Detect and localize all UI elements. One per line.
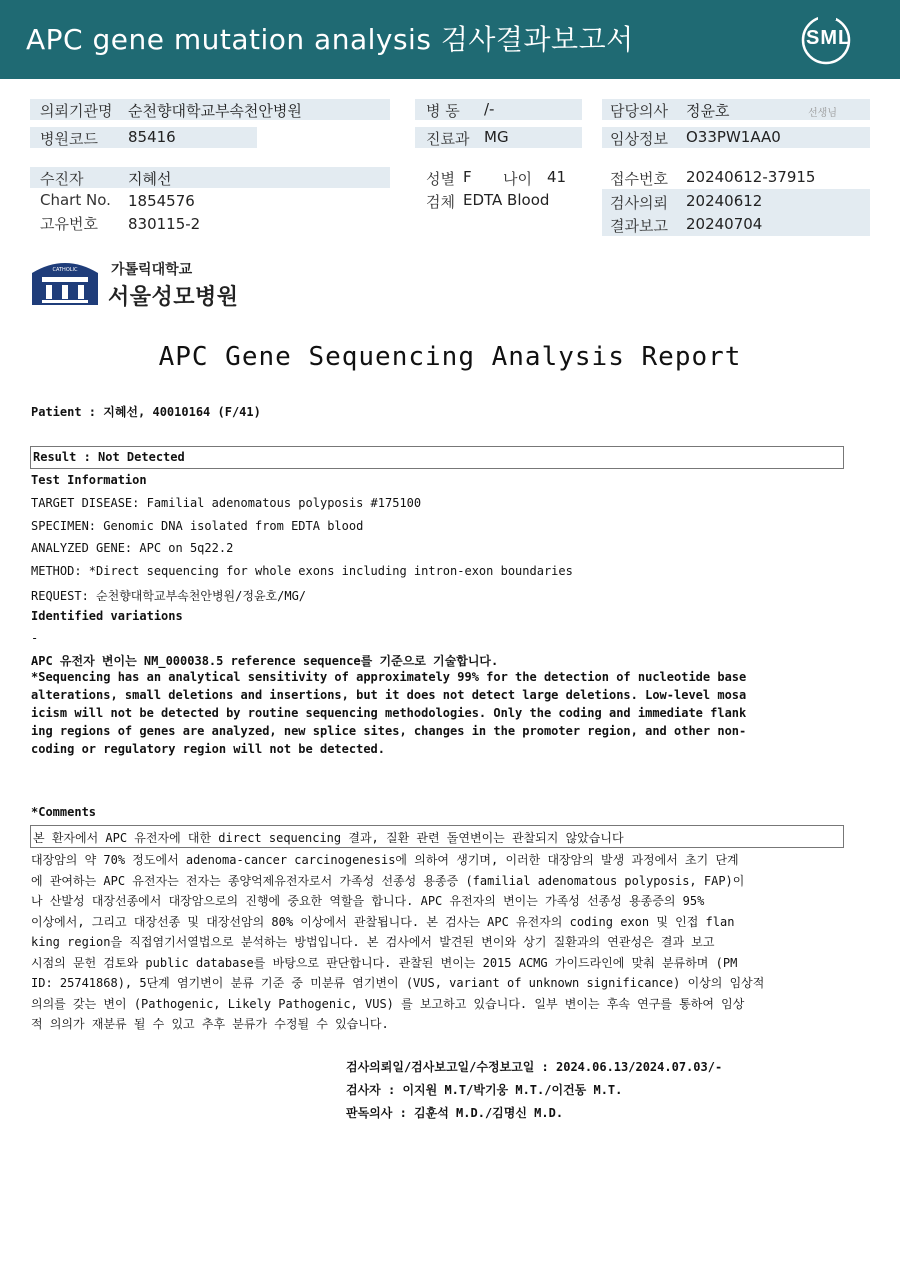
- specimen-value: EDTA Blood: [463, 191, 550, 209]
- specimen-label: 검체: [426, 193, 455, 211]
- method-info: METHOD: *Direct sequencing for whole exons including intron-exon boundaries: [31, 564, 573, 578]
- institution-value: 순천향대학교부속천안병원: [128, 102, 302, 120]
- request-date-value: 20240612: [686, 192, 763, 210]
- receipt-value: 20240612-37915: [686, 168, 816, 186]
- report-header-title: APC gene mutation analysis 검사결과보고서: [26, 23, 634, 56]
- clinical-label: 임상정보: [610, 130, 668, 148]
- dept-label: 진료과: [426, 130, 470, 148]
- request-date-label: 검사의뢰: [610, 194, 668, 212]
- chart-value: 1854576: [128, 192, 195, 210]
- chart-label: Chart No.: [40, 191, 111, 209]
- doctor-value: 정윤호: [686, 102, 730, 120]
- ward-value: /-: [484, 100, 495, 118]
- specimen-info: SPECIMEN: Genomic DNA isolated from EDTA blood: [31, 519, 364, 533]
- sex-value: F: [463, 168, 472, 186]
- header-bar: [0, 0, 900, 79]
- reader-line: 판독의사 : 김훈석 M.D./김명신 M.D.: [346, 1106, 564, 1120]
- comments-line: ID: 25741868), 5단계 염기변이 분류 기준 중 미분류 염기변이 (VUS, variant of unknown significance) 이상의 임상적: [31, 976, 765, 990]
- patient-value: 지혜선: [128, 170, 172, 188]
- sensitivity-line: coding or regulatory region will not be detected.: [31, 742, 386, 756]
- comments-line: 에 관여하는 APC 유전자는 전자는 종양억제유전자로서 가족성 선종성 용종증 (familial adenomatous polyposis, FAP)이: [31, 873, 745, 888]
- test-info-heading: Test Information: [31, 473, 147, 487]
- unique-id-label: 고유번호: [40, 215, 98, 233]
- dates-line: 검사의뢰일/검사보고일/수정보고일 : 2024.06.13/2024.07.03/-: [346, 1060, 723, 1074]
- sensitivity-line: alterations, small deletions and insertions, but it does not detect large deletions. Low-level mosa: [31, 688, 747, 702]
- identified-heading: Identified variations: [31, 609, 183, 623]
- testers-line: 검사자 : 이지원 M.T/박기웅 M.T./이건동 M.T.: [346, 1083, 623, 1097]
- request-info: REQUEST: 순천향대학교부속천안병원/정윤호/MG/: [31, 589, 307, 603]
- reference-note: APC 유전자 변이는 NM_000038.5 reference sequence를 기준으로 기술합니다.: [31, 654, 499, 668]
- comments-heading: *Comments: [31, 805, 97, 819]
- comments-paragraph: [31, 851, 764, 1036]
- hospital-university-name: 가톨릭대학교: [111, 262, 193, 278]
- dept-value: MG: [484, 128, 509, 146]
- comments-boxed-text: 본 환자에서 APC 유전자에 대한 direct sequencing 결과, 질환 관련 돌연변이는 관찰되지 않았습니다: [33, 831, 624, 845]
- comments-line: 대장암의 약 70% 정도에서 adenoma-cancer carcinogenesis에 의하여 생기며, 이러한 대장암의 발생 과정에서 초기 단계: [31, 853, 739, 867]
- patient-line: Patient : 지혜선, 40010164 (F/41): [31, 405, 261, 419]
- identified-value: -: [31, 631, 39, 645]
- comments-line: 적 의의가 재분류 될 수 있고 추후 분류가 수정될 수 있습니다.: [31, 1017, 389, 1031]
- sml-logo-text: SML: [806, 27, 852, 49]
- sensitivity-paragraph: [31, 670, 746, 760]
- comments-line: 시점의 문헌 검토와 public database를 바탕으로 판단합니다. 관찰된 변이는 2015 ACMG 가이드라인에 맞춰 분류하며 (PM: [31, 955, 738, 970]
- target-disease: TARGET DISEASE: Familial adenomatous polyposis #175100: [31, 496, 422, 510]
- clinical-value: O33PW1AA0: [686, 128, 781, 146]
- patient-bar: [30, 167, 390, 188]
- sensitivity-line: ing regions of genes are analyzed, new splice sites, changes in the promoter region, and other non-: [31, 724, 747, 738]
- sex-label: 성별: [426, 170, 455, 188]
- institution-label: 의뢰기관명: [40, 102, 113, 120]
- comments-line: king region을 직접염기서열법으로 분석하는 방법입니다. 본 검사에서 발견된 변이와 상기 질환과의 연관성은 결과 보고: [31, 935, 715, 949]
- result-box: [30, 446, 844, 469]
- comments-box: [30, 825, 844, 848]
- sensitivity-line: icism will not be detected by routine sequencing methodologies. Only the coding and immediate flank: [31, 706, 747, 720]
- comments-line: 이상에서, 그리고 대장선종 및 대장선암의 80% 이상에서 관찰됩니다. 본 검사는 APC 유전자의 coding exon 및 인접 flan: [31, 914, 735, 929]
- doctor-label: 담당의사: [610, 102, 668, 120]
- hospcode-value: 85416: [128, 128, 176, 146]
- report-date-label: 결과보고: [610, 217, 668, 235]
- result-text: Result : Not Detected: [33, 450, 185, 464]
- report-title: APC Gene Sequencing Analysis Report: [158, 342, 742, 372]
- age-value: 41: [547, 168, 567, 186]
- hospcode-label: 병원코드: [40, 130, 98, 148]
- comments-line: 나 산발성 대장선종에서 대장암으로의 진행에 중요한 역할을 합니다. APC 유전자의 변이는 가족성 선종성 용종증의 95%: [31, 894, 705, 908]
- hospital-name: 서울성모병원: [108, 285, 239, 310]
- svg-text:CATHOLIC: CATHOLIC: [52, 267, 78, 273]
- report-date-value: 20240704: [686, 215, 763, 233]
- receipt-label: 접수번호: [610, 170, 668, 188]
- unique-id-value: 830115-2: [128, 215, 201, 233]
- hospital-emblem-icon: [30, 259, 100, 307]
- comments-line: 의의를 갖는 변이 (Pathogenic, Likely Pathogenic, VUS) 를 보고하고 있습니다. 일부 변이는 후속 연구를 통하여 임상: [31, 996, 745, 1011]
- ward-label: 병 동: [426, 102, 460, 120]
- doctor-suffix: 선생님: [808, 108, 837, 119]
- analyzed-gene: ANALYZED GENE: APC on 5q22.2: [31, 541, 234, 555]
- sensitivity-line: *Sequencing has an analytical sensitivity of approximately 99% for the detection of nucleotide base: [31, 670, 747, 684]
- patient-label: 수진자: [40, 170, 84, 188]
- age-label: 나이: [503, 170, 532, 188]
